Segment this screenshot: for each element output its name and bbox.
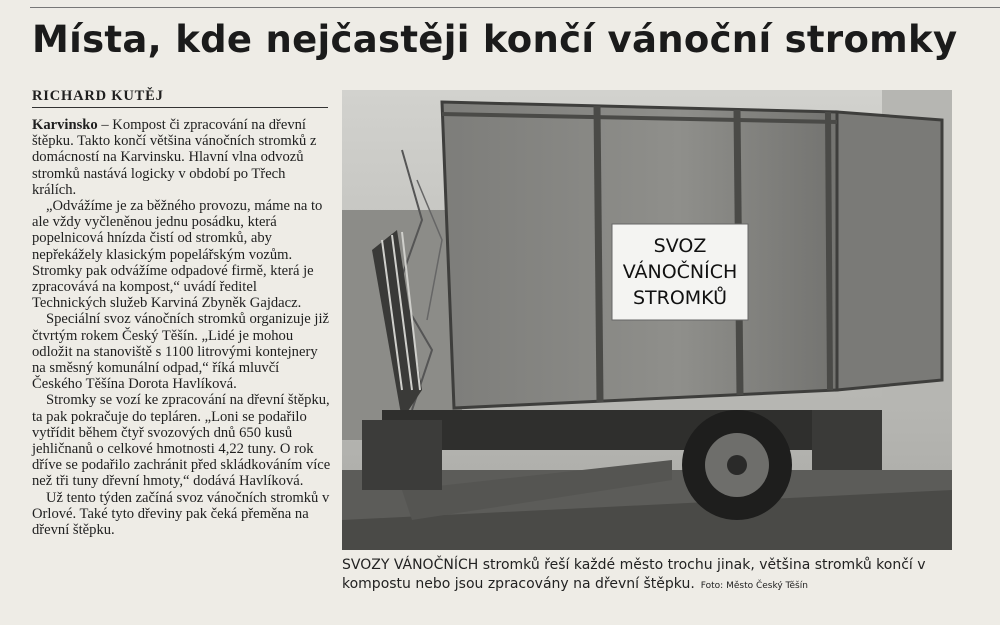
caption-text: SVOZY VÁNOČNÍCH stromků řeší každé město trochu jinak, většina stromků končí v kompostu nebo jsou zpracovány na dřevní štěpku. [342,557,926,592]
article-body [32,117,332,538]
photo-credit: Foto: Město Český Těšín [700,581,808,591]
article-paragraph: „Odvážíme je za běžného provozu, máme na to ale vždy vyčleněnou jednu posádku, která popelnicová hnízda čistí od stromků, aby nepřekážely klasickým popelářským vozům. Stromky pak odvážíme odpadové firmě, která je zpracovává na kompost,“ uvádí ředitel Technických služeb Karviná Zbyněk Gajdacz. [32,198,323,312]
photo-caption [342,556,952,596]
sign-line: STROMKŮ [632,287,728,309]
headline: Místa, kde nejčastěji končí vánoční stromky [32,18,958,61]
article-paragraph: Stromky se vozí ke zpracování na dřevní štěpku, ta pak pokračuje do tepláren. „Loni se podařilo vytřídit během čtyř svozových dnů 650 kusů jehličnanů o celkové hmotnosti 4,22 tuny. O rok dříve se podařilo zachránit před skládkováním více než tři tuny dřevní hmoty,“ dodává Havlíková. [32,392,331,490]
article-paragraph: Už tento týden začíná svoz vánočních stromků v Orlové. Také tyto dřeviny pak čeká přeměna na dřevní štěpku. [32,489,330,539]
truck-photo [342,90,952,550]
sign-line: SVOZ [653,235,707,257]
article-paragraph: Karvinsko – Kompost či zpracování na dřevní štěpku. Takto končí většina vánočních stromků z domácností na Karvinsku. Hlavní vlna odvozů stromků nastává logicky v období po Třech králích. [32,117,317,198]
top-rule [30,7,1000,8]
author-byline: RICHARD KUTĚJ [32,88,164,104]
article-paragraph: Speciální svoz vánočních stromků organizuje již čtvrtým rokem Český Těšín. „Lidé je mohou odložit na stanoviště s 1100 litrovými kontejnery na směsný komunální odpad,“ říká mluvčí Českého Těšína Dorota Havlíková. [32,311,330,393]
dateline: Karvinsko [32,117,98,133]
sign-line: VÁNOČNÍCH [622,261,738,283]
byline-rule [32,107,328,108]
